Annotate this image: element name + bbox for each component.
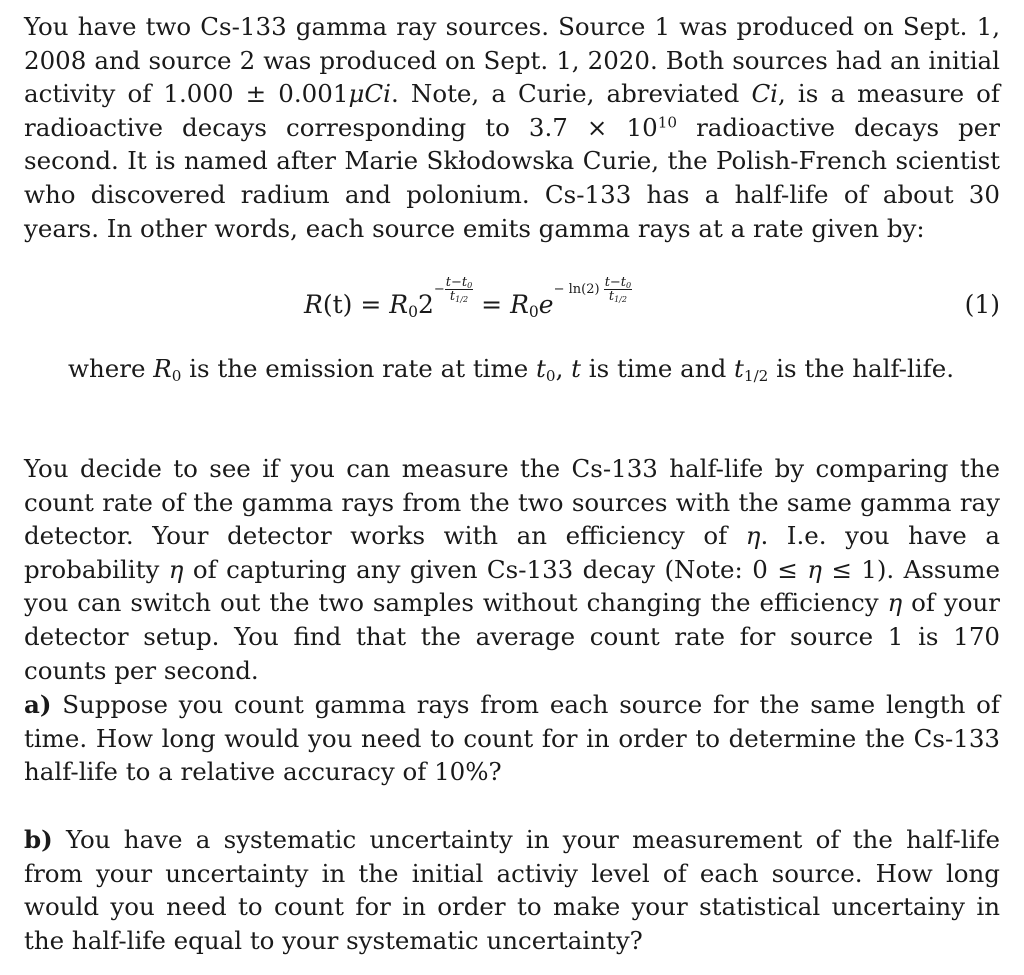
where-t0-sub: 0 [545, 366, 556, 385]
intro-text-3: , is a measure of radioactive decays corresponding to 3.7 × 10 [24, 79, 1000, 142]
equation-body [304, 275, 632, 321]
detector-eta-1: η [745, 521, 761, 551]
eq-exp2-prefix: − ln(2) [553, 282, 600, 297]
eq-exponent-1 [434, 276, 473, 303]
eq-exp2-den-text: t [608, 289, 615, 304]
eq-exp2-numerator [604, 276, 632, 290]
where-t0: t [536, 354, 546, 383]
eq-exp2-den-sub: 1/2 [614, 295, 628, 304]
where-text-3: , [555, 354, 572, 383]
detector-eta-4: η [887, 588, 903, 618]
eq-exp1-numerator [445, 276, 473, 290]
where-line [68, 352, 1008, 386]
detector-text-2: . I.e. you have a probability [24, 521, 1000, 584]
where-thalf: t [734, 354, 744, 383]
eq-exp2-num-sub: 0 [626, 281, 632, 290]
eq-exp2-fraction [604, 276, 632, 303]
where-thalf-sub: 1/2 [743, 366, 769, 385]
detector-text-1: You decide to see if you can measure the Cs-133 half-life by comparing the count rate of the gamma rays from the two sources with the same gamma ray detector. Your detector works with an efficiency of [24, 454, 1000, 551]
detector-eta-3: η [807, 554, 822, 584]
eq-exp1-fraction [445, 276, 473, 303]
where-R: R [153, 354, 172, 383]
eq-exp1-denominator [445, 290, 473, 303]
where-text-1: where [68, 354, 154, 383]
intro-text-4: radioactive decays per second. It is named after Marie Skłodowska Curie, the Polish-French scientist who discovered radium and polonium. Cs-133 has a half-life of about 30 years. In other words, each source emits gamma rays at a rate given by: [24, 112, 1000, 243]
eq-equals: = [473, 290, 511, 319]
part-a-label: a) [24, 690, 52, 719]
eq-base-e: e [538, 290, 554, 319]
eq-R: R [304, 290, 323, 319]
eq-base-two: 2 [417, 290, 434, 319]
eq-exp2-num-text: t−t [604, 275, 627, 290]
eq-exp1-minus: − [433, 282, 445, 297]
where-text-4: is time and [581, 354, 735, 383]
eq-R0-second: R [510, 290, 529, 319]
intro-text-2: . Note, a Curie, abreviated [390, 79, 752, 109]
eq-lhs-arg: (t) = [322, 290, 390, 319]
eq-R0-first: R [389, 290, 409, 319]
eq-R0-second-sub: 0 [528, 302, 539, 321]
intro-ci-unit: Ci [364, 79, 391, 109]
detector-eta-2: η [168, 554, 184, 584]
eq-exponent-2 [554, 276, 633, 303]
detector-text-3: of capturing any given Cs-133 decay (Note: 0 ≤ [183, 554, 808, 584]
detector-text-5: of your detector setup. You find that the average count rate for source 1 is 170 counts per second. [24, 588, 1000, 685]
intro-ci-abbrev: Ci [751, 79, 779, 109]
part-a-paragraph [24, 688, 1000, 789]
where-text-2: is the emission rate at time [181, 354, 537, 383]
eq-exp1-den-text: t [449, 289, 456, 304]
detector-text-4: ≤ 1). Assume you can switch out the two samples without changing the efficiency [24, 554, 1000, 618]
eq-exp2-denominator [604, 290, 632, 303]
equation-number: (1) [964, 290, 1000, 319]
eq-R0-first-sub: 0 [408, 302, 418, 321]
eq-exp1-num-text: t−t [445, 275, 468, 290]
part-a-text: Suppose you count gamma rays from each source for the same length of time. How long would you need to count for in order to determine the Cs-133 half-life to a relative accuracy of 10%? [24, 690, 1000, 787]
where-text-5: is the half-life. [768, 354, 954, 383]
part-b-paragraph [24, 823, 1000, 957]
eq-exp1-num-sub: 0 [467, 281, 473, 290]
intro-text-1: You have two Cs-133 gamma ray sources. Source 1 was produced on Sept. 1, 2008 and source 2 was produced on Sept. 1, 2020. Both sources had an initial activity of 1.000 ± 0.001 [24, 12, 1000, 109]
where-R-sub: 0 [171, 366, 182, 385]
decay-equation [0, 268, 1024, 328]
intro-exponent: 10 [657, 113, 678, 132]
intro-mu: μ [348, 79, 365, 109]
eq-exp1-den-sub: 1/2 [455, 295, 469, 304]
part-b-label: b) [24, 825, 53, 854]
where-t: t [571, 354, 581, 383]
detector-paragraph [24, 452, 1000, 687]
part-b-text: You have a systematic uncertainty in your measurement of the half-life from your uncertainty in the initial activiy level of each source. How long would you need to count for in order to make your statistical uncertainy in the half-life equal to your systematic uncertainty? [24, 825, 1000, 955]
intro-paragraph [24, 10, 1000, 245]
